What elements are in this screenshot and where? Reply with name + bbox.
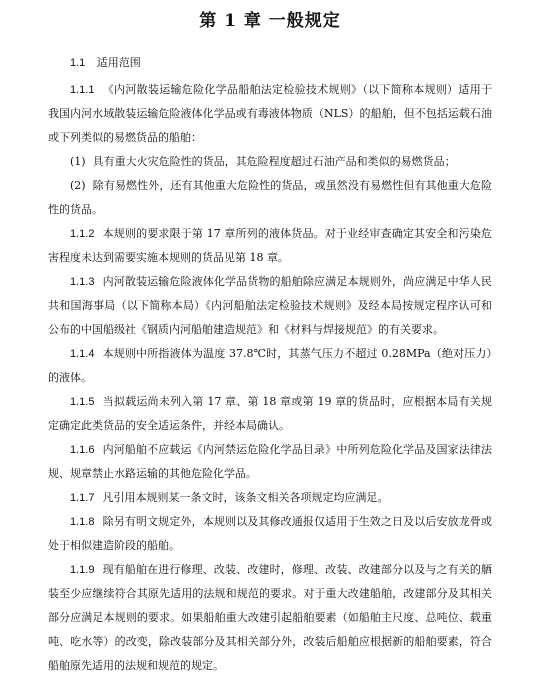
clause-text: 现有船舶在进行修理、改装、改建时，修理、改装、改建部分以及与之有关的舾装至少应继续符合其原先适用的法规和规范的要求。对于重大改建船舶，改建部分及其相关部分应满足本规则的要求。如果船舶重大改建引起船舶要素（如船舶主尺度、总吨位、载重吨、吃水等）的改变，除改装部分及其相关部分外，改装后船舶应根据新的船舶要素，符合船舶原先适用的法规和规范的规定。 [48,563,492,672]
clause-text: 本规则中所指液体为温度 37.8℃时，其蒸气压力不超过 0.28MPa（绝对压力）的液体。 [48,347,492,384]
item-label: (2) [70,179,86,192]
clause-1-1-4 [48,342,492,390]
clause-text: 当拟载运尚未列入第 17 章、第 18 章或第 19 章的货品时，应根据本局有关规定确定此类货品的安全适运条件，并经本局确认。 [48,395,492,432]
section-number: 1.1 [70,57,86,69]
clause-1-1-3 [48,270,492,342]
clause-number: 1.1.4 [70,348,95,360]
clause-number: 1.1.3 [70,276,95,288]
clause-number: 1.1.6 [70,444,95,456]
clause-1-1-7 [48,486,492,510]
clause-number: 1.1.2 [70,228,95,240]
clause-text: 《内河散装运输危险化学品船舶法定检验技术规则》（以下简称本规则）适用于我国内河水域散装运输危险液体化学品或有毒液体物质（NLS）的船舶，但不包括运载石油或下列类似的易燃货品的船舶： [48,83,492,144]
section-title: 适用范围 [96,56,141,69]
section-heading [48,56,492,70]
item-text: 除有易燃性外，还有其他重大危险性的货品，或虽然没有易燃性但有其他重大危险性的货品。 [48,179,493,216]
clause-number: 1.1.5 [70,396,95,408]
clause-1-1-5 [48,390,492,438]
clause-text: 凡引用本规则某一条文时，该条文相关各项规定均应满足。 [102,491,389,504]
list-item [48,174,492,222]
chapter-title: 第 1 章 一般规定 [199,11,341,31]
clause-text: 本规则的要求限于第 17 章所列的液体货品。对于业经审查确定其安全和污染危害程度未达到需要实施本规则的货品见第 18 章。 [48,227,492,264]
clause-number: 1.1.7 [70,492,95,504]
clause-number: 1.1.9 [70,564,95,576]
item-label: (1) [70,155,86,168]
clause-number: 1.1.8 [70,516,95,528]
clause-1-1-6 [48,438,492,486]
clause-1-1-2 [48,222,492,270]
item-text: 具有重大火灾危险性的货品，其危险程度超过石油产品和类似的易燃货品； [92,155,456,168]
clause-1-1-8 [48,510,492,558]
clause-text: 内河船舶不应载运《内河禁运危险化学品目录》中所列危险化学品及国家法律法规、规章禁止水路运输的其他危险化学品。 [48,443,492,480]
list-item [48,150,492,174]
clause-text: 内河散装运输危险液体化学品货物的船舶除应满足本规则外，尚应满足中华人民共和国海事局（以下简称本局）《内河船舶法定检验技术规则》及经本局按规定程序认可和公布的中国船级社《钢质内河船舶建造规范》和《材料与焊接规范》的有关要求。 [48,275,492,336]
clause-text: 除另有明文规定外，本规则以及其修改通报仅适用于生效之日及以后安放龙骨或处于相似建造阶段的船舶。 [48,515,492,552]
clause-number: 1.1.1 [70,84,95,96]
clause-1-1-9 [48,558,492,678]
clause-1-1-1 [48,78,492,150]
